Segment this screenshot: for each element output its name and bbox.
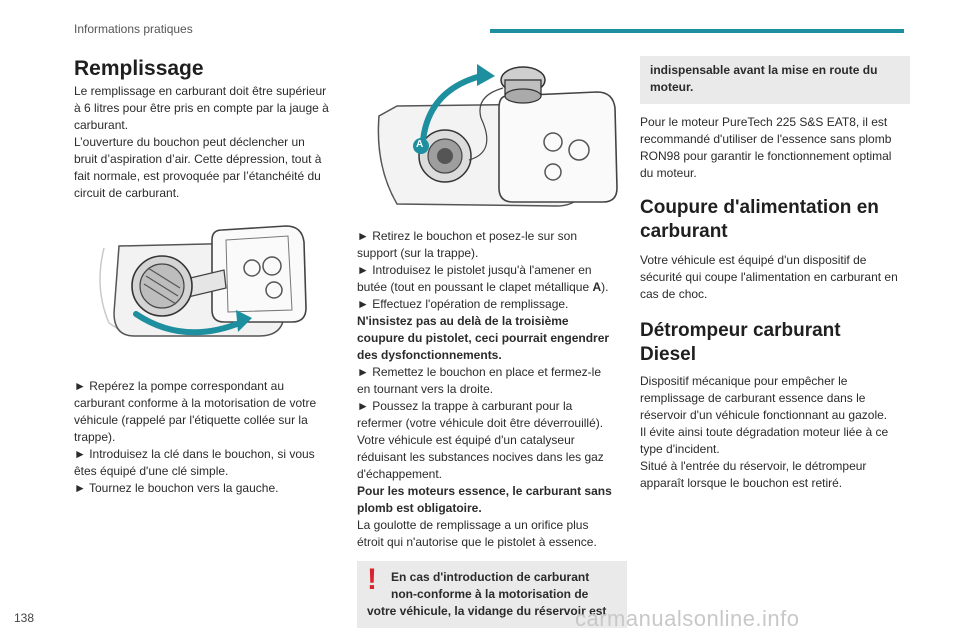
text-line-bold: coupure du pistolet, ceci pourrait engendrer [357, 331, 610, 345]
heading-line: Détrompeur carburant [640, 320, 841, 341]
text-line: ► Repérez la pompe correspondant au [74, 379, 284, 393]
text-line: ► Retirez le bouchon et posez-le sur son [357, 229, 577, 243]
coupure-paragraph [640, 252, 910, 303]
text-line: cas de choc. [640, 287, 708, 301]
text-line: ► Tournez le bouchon vers la gauche. [74, 481, 279, 495]
text-line: refermer (votre véhicule doit être déverrouillé). [357, 416, 604, 430]
puretech-paragraph [640, 114, 910, 182]
heading-coupure [640, 196, 910, 244]
cap-removal-illustration [357, 56, 627, 216]
heading-line: Diesel [640, 344, 696, 365]
heading-remplissage: Remplissage [74, 57, 204, 80]
text-line: Pour le moteur PureTech 225 S&S EAT8, il est [640, 115, 888, 129]
text-line: carburant. [74, 118, 129, 132]
warning-exclamation-icon: ! [367, 563, 377, 596]
text-line: réservoir d'un véhicule fonctionnant au gazole. [640, 408, 888, 422]
text-span: butée (tout en poussant le clapet métallique [357, 280, 593, 294]
watermark: carmanualsonline.info [575, 606, 800, 631]
text-line: circuit de carburant. [74, 186, 180, 200]
heading-detrompeur [640, 319, 910, 367]
text-line: type d'incident. [640, 442, 720, 456]
warning-line: non-conforme à la motorisation de [391, 587, 589, 601]
column-2 [357, 56, 627, 628]
text-line: ► Introduisez la clé dans le bouchon, si vous [74, 447, 315, 461]
warning-line: En cas d'introduction de carburant [391, 570, 590, 584]
fuel-flap-open-cap-illustration [74, 218, 344, 350]
heading-line: carburant [640, 221, 728, 242]
column-3 [640, 56, 910, 492]
text-line: L’ouverture du bouchon peut déclencher un [74, 135, 305, 149]
warning-line: indispensable avant la mise en route du [650, 63, 878, 77]
text-line: Le remplissage en carburant doit être supérieur [74, 84, 327, 98]
text-line: êtes équipé d'une clé simple. [74, 464, 229, 478]
text-line: Votre véhicule est équipé d'un dispositif de [640, 253, 867, 267]
cap-removed-figure [357, 56, 627, 216]
text-line: ► Poussez la trappe à carburant pour la [357, 399, 573, 413]
text-span: ). [601, 280, 609, 294]
text-line: ► Introduisez le pistolet jusqu'à l'amener en [357, 263, 592, 277]
text-line: Situé à l'entrée du réservoir, le détrompeur [640, 459, 867, 473]
text-line: sécurité qui coupe l'alimentation en carburant en [640, 270, 898, 284]
text-line: apparaît lorsque le bouchon est retiré. [640, 476, 843, 490]
text-line: recommandé d'utiliser de l'essence sans plomb [640, 132, 892, 146]
warning-line: moteur. [650, 80, 694, 94]
header-accent-bar [490, 29, 904, 33]
fuel-cap-figure [74, 218, 344, 350]
text-line: ► Effectuez l'opération de remplissage. [357, 297, 569, 311]
text-line: bruit d’aspiration d’air. Cette dépression, tout à [74, 152, 322, 166]
text-line: carburant conforme à la motorisation de votre [74, 396, 317, 410]
steps-paragraph [74, 378, 344, 497]
page-number: 138 [14, 611, 35, 625]
label-a: A [416, 139, 424, 150]
text-line: remplissage de carburant essence dans le [640, 391, 866, 405]
text-span-bold: A [592, 280, 602, 294]
text-line: fait normale, est provoquée par l’étanchéité du [74, 169, 321, 183]
text-line-bold: plomb est obligatoire. [357, 501, 482, 515]
section-title: Informations pratiques [74, 22, 193, 36]
text-line: Il évite ainsi toute dégradation moteur liée à ce [640, 425, 889, 439]
text-line-bold: N'insistez pas au delà de la troisième [357, 314, 569, 328]
detrompeur-paragraph [640, 373, 910, 492]
text-line: trappe). [74, 430, 116, 444]
text-line: ► Remettez le bouchon en place et fermez-le [357, 365, 602, 379]
warning-box-continued [640, 56, 910, 104]
text-line: véhicule (rappelé par l'étiquette collée sur la [74, 413, 308, 427]
text-line: Dispositif mécanique pour empêcher le [640, 374, 848, 388]
text-line: RON98 pour garantir le fonctionnement optimal [640, 149, 892, 163]
text-line: en tournant vers la droite. [357, 382, 494, 396]
column-1 [74, 56, 344, 497]
warning-line: votre véhicule, la vidange du réservoir est [367, 604, 607, 618]
text-line: La goulotte de remplissage a un orifice plus [357, 518, 589, 532]
heading-line: Coupure d'alimentation en [640, 197, 879, 218]
text-line: support (sur la trappe). [357, 246, 479, 260]
text-line: réduisant les substances nocives dans les gaz [357, 450, 604, 464]
text-line [357, 279, 627, 296]
text-line: d'échappement. [357, 467, 443, 481]
text-line: étroit qui n'autorise que le pistolet à essence. [357, 535, 597, 549]
procedure-text [357, 228, 627, 551]
text-line: du moteur. [640, 166, 697, 180]
text-line: Votre véhicule est équipé d'un catalyseur [357, 433, 575, 447]
text-line: à 6 litres pour être pris en compte par la jauge à [74, 101, 329, 115]
text-line-bold: Pour les moteurs essence, le carburant sans [357, 484, 612, 498]
text-line-bold: des dysfonctionnements. [357, 348, 502, 362]
intro-paragraph [74, 83, 344, 202]
